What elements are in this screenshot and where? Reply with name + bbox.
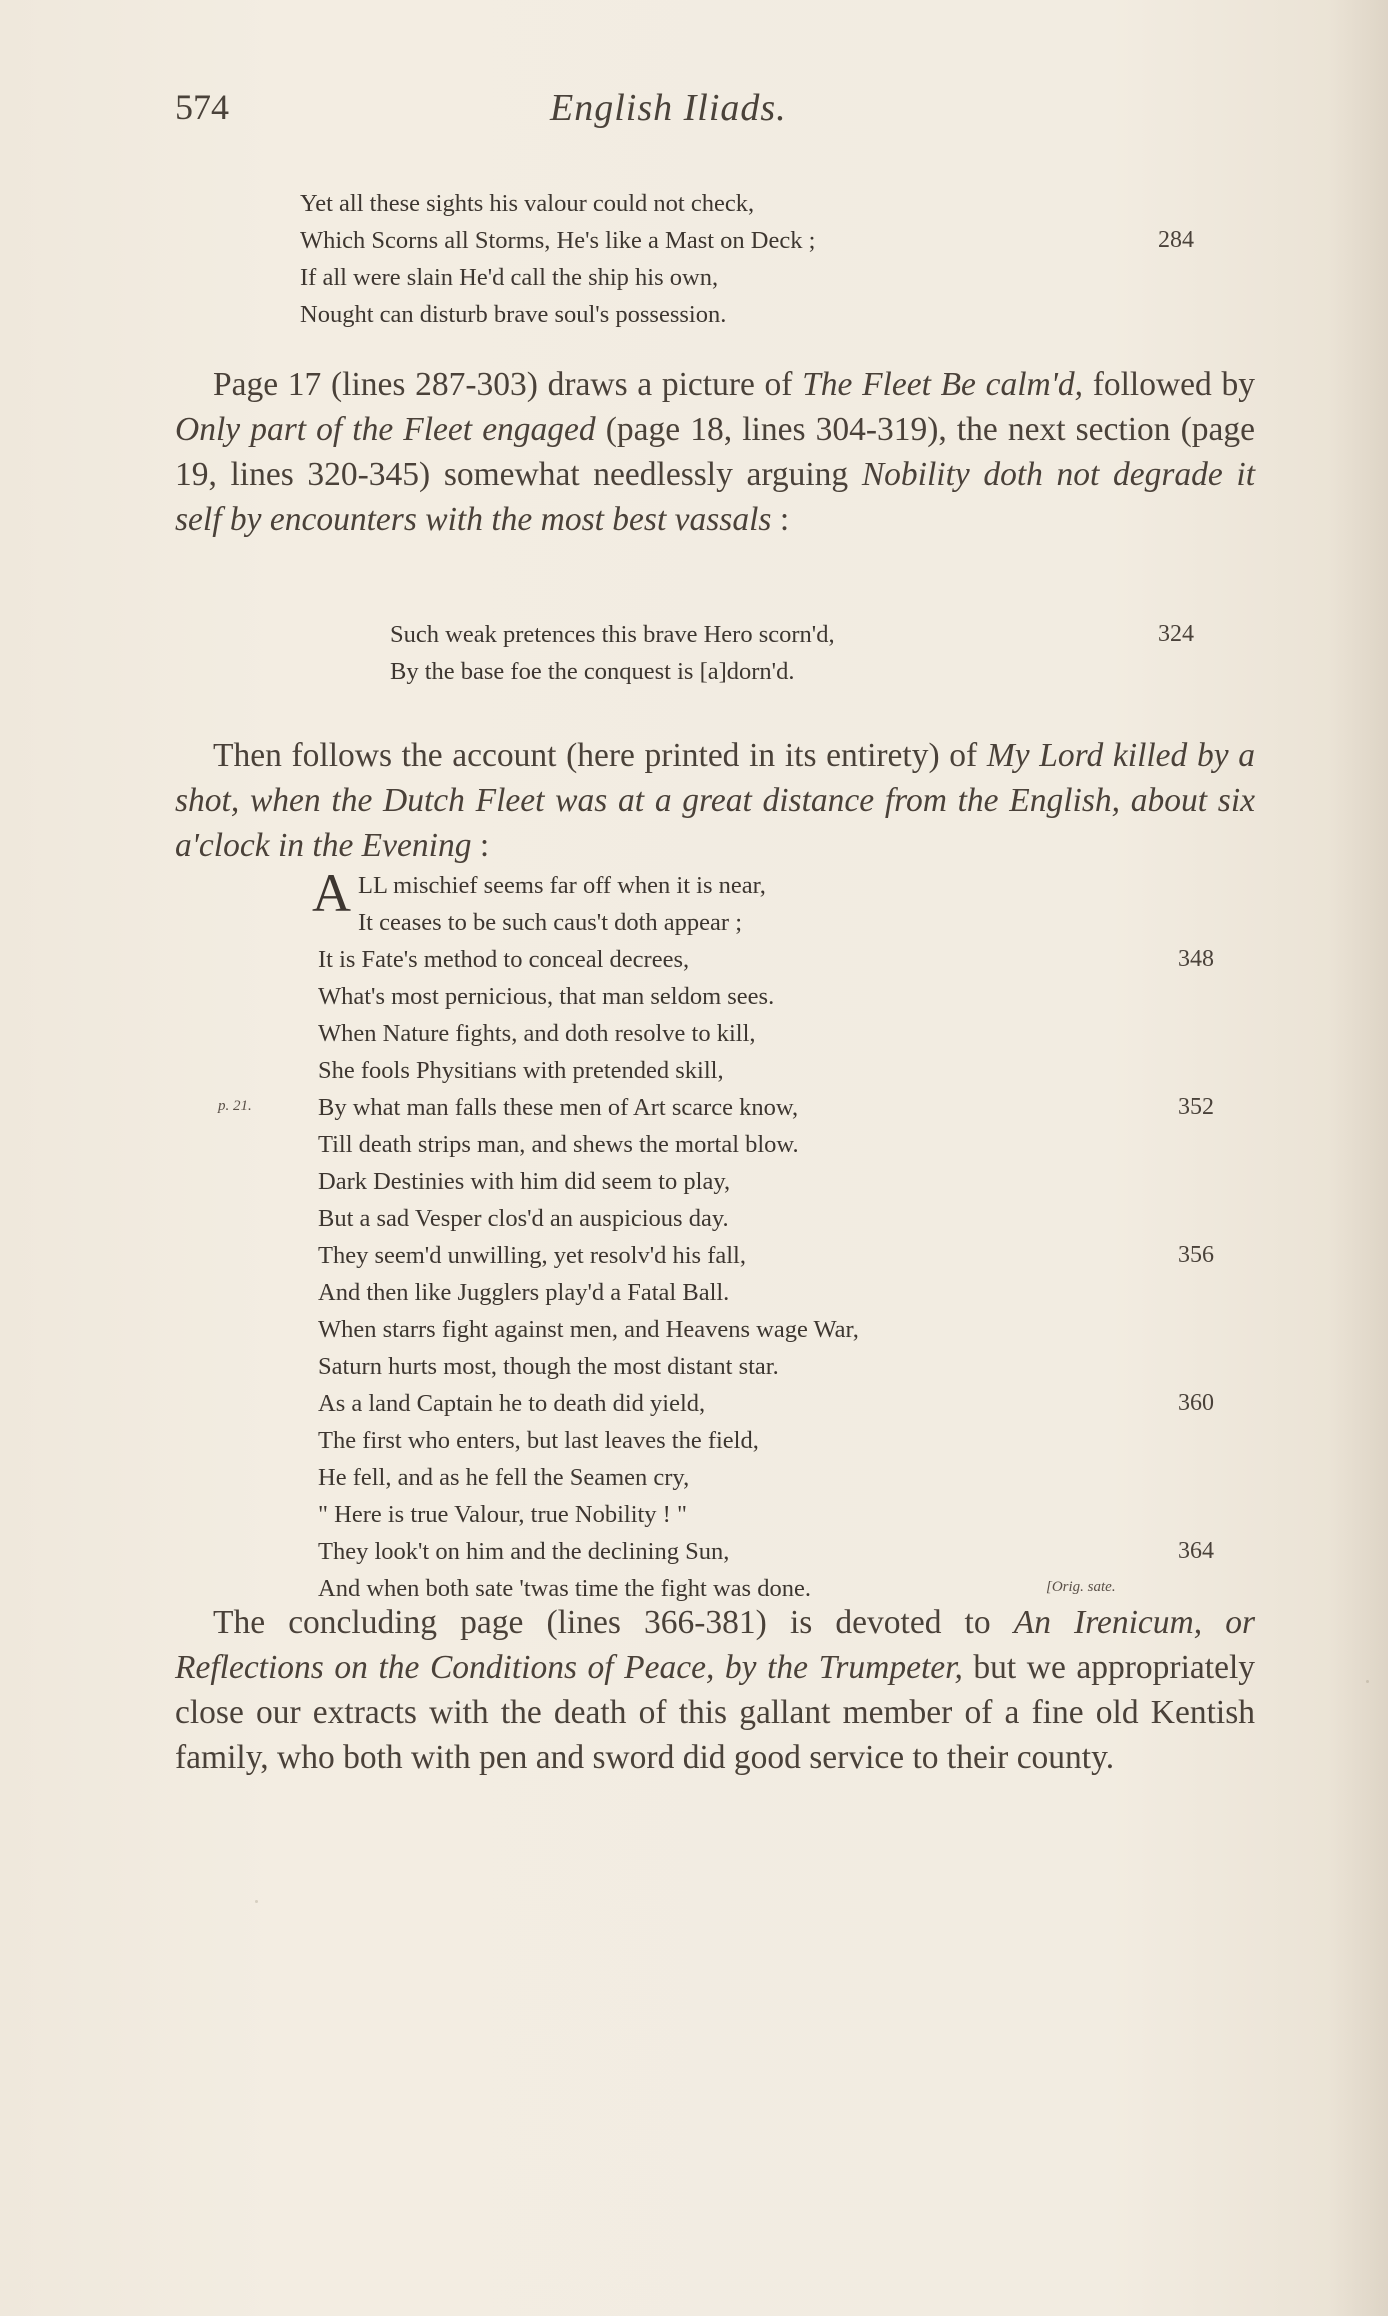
verse-line: They look't on him and the declining Sun, 364 bbox=[318, 1538, 1214, 1565]
verse-line: When Nature fights, and doth resolve to kill, bbox=[318, 1020, 756, 1047]
verse-line: If all were slain He'd call the ship his own, bbox=[300, 264, 719, 291]
verse-line: Saturn hurts most, though the most distant star. bbox=[318, 1353, 779, 1380]
verse-line: By the base foe the conquest is [a]dorn'd. bbox=[390, 658, 795, 685]
verse-line: Nought can disturb brave soul's possession. bbox=[300, 301, 727, 328]
verse-extract-2 bbox=[390, 621, 1255, 695]
verse-line: The first who enters, but last leaves the field, bbox=[318, 1427, 759, 1454]
original-reading-note: [Orig. sate. bbox=[1046, 1579, 1116, 1595]
paper-speck bbox=[255, 1900, 258, 1903]
paragraph-2: Then follows the account (here printed in its entirety) of My Lord killed by a shot, when the Dutch Fleet was at a great distance from the English, about six a'clock in the Evening : bbox=[175, 737, 1255, 864]
line-number: 356 bbox=[1178, 1242, 1214, 1268]
paragraph-3: The concluding page (lines 366-381) is devoted to An Irenicum, or Reflections on the Conditions of Peace, by the Trumpeter, but we appropriately close our extracts with the death of this gallant member of a fine old Kentish family, who both with pen and sword did good service to their county. bbox=[175, 1604, 1256, 1776]
verse-line: Such weak pretences this brave Hero scorn'd, 324 bbox=[390, 621, 1194, 648]
verse-line: p. 21. By what man falls these men of Art scarce know, 352 bbox=[218, 1094, 1214, 1121]
poem-first-line: A LL mischief seems far off when it is near, bbox=[312, 863, 766, 923]
verse-line: Yet all these sights his valour could not check, bbox=[300, 190, 755, 217]
verse-line: And then like Jugglers play'd a Fatal Ball. bbox=[318, 1279, 730, 1306]
running-title: English Iliads. bbox=[550, 87, 787, 129]
verse-line: Dark Destinies with him did seem to play, bbox=[318, 1168, 731, 1195]
line-number: 324 bbox=[1158, 621, 1194, 647]
line-number: 348 bbox=[1178, 946, 1214, 972]
verse-line: She fools Physitians with pretended skill, bbox=[318, 1057, 724, 1084]
paper-speck bbox=[1366, 1680, 1369, 1683]
verse-line: They seem'd unwilling, yet resolv'd his fall, 356 bbox=[318, 1242, 1214, 1269]
paragraph-1: Page 17 (lines 287-303) draws a picture of The Fleet Be calm'd, followed by Only part of the Fleet engaged (page 18, lines 304-319), the next section (page 19, lines 320-345) somewhat needlessly arguing Nobility doth not degrade it self by encounters with the most best vassals : bbox=[175, 366, 1256, 538]
page-edge-shadow bbox=[1328, 0, 1388, 2316]
verse-line: What's most pernicious, that man seldom sees. bbox=[318, 983, 775, 1010]
poem-my-lord-killed bbox=[218, 863, 1255, 1612]
verse-extract-1 bbox=[300, 190, 1255, 338]
page-number: 574 bbox=[175, 87, 229, 127]
verse-line: When starrs fight against men, and Heavens wage War, bbox=[318, 1316, 859, 1343]
verse-line: Till death strips man, and shews the mortal blow. bbox=[318, 1131, 799, 1158]
verse-line: But a sad Vesper clos'd an auspicious day. bbox=[318, 1205, 729, 1232]
line-number: 352 bbox=[1178, 1094, 1214, 1120]
line-number: 284 bbox=[1158, 227, 1194, 253]
verse-line: Which Scorns all Storms, He's like a Mast on Deck ; 284 bbox=[300, 227, 1194, 254]
verse-line: " Here is true Valour, true Nobility ! " bbox=[318, 1501, 687, 1528]
line-number: 364 bbox=[1178, 1538, 1214, 1564]
page-header bbox=[175, 86, 1255, 146]
drop-cap: A bbox=[312, 863, 351, 923]
verse-line: He fell, and as he fell the Seamen cry, bbox=[318, 1464, 690, 1491]
line-number: 360 bbox=[1178, 1390, 1214, 1416]
margin-page-reference: p. 21. bbox=[218, 1098, 252, 1114]
verse-line: It ceases to be such caus't doth appear ; bbox=[358, 909, 743, 936]
verse-line: It is Fate's method to conceal decrees, 348 bbox=[318, 946, 1214, 973]
verse-line: And when both sate 'twas time the fight was done. [Orig. sate. bbox=[318, 1575, 1116, 1602]
verse-line: As a land Captain he to death did yield, 360 bbox=[318, 1390, 1214, 1417]
